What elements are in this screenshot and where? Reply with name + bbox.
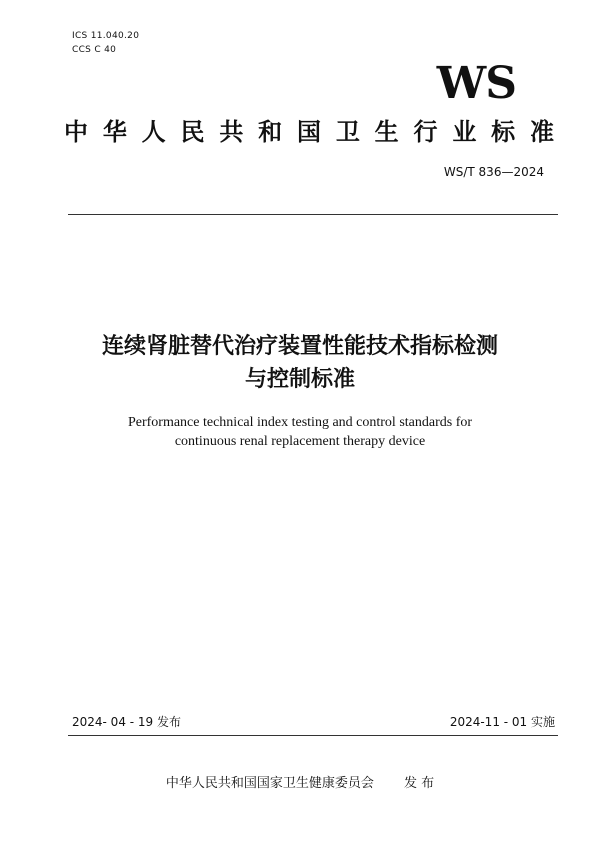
document-title-en xyxy=(40,413,560,451)
ics-code: ICS 11.040.20 xyxy=(72,31,140,41)
issuer-name: 中华人民共和国国家卫生健康委员会 xyxy=(165,776,374,791)
bottom-divider xyxy=(68,735,558,736)
document-title-en-line2: continuous renal replacement therapy device xyxy=(174,434,426,449)
document-title-en-line1: Performance technical index testing and control standards for xyxy=(127,415,473,430)
ws-logo: WS xyxy=(436,58,516,109)
standard-number: WS/T 836—2024 xyxy=(443,165,544,179)
document-title-zh-line2: 与控制标准 xyxy=(244,367,355,392)
issue-date: 2024- 04 - 19 发布 xyxy=(72,715,181,729)
document-title-zh-line1: 连续肾脏替代治疗装置性能技术指标检测 xyxy=(101,334,498,359)
ccs-code: CCS C 40 xyxy=(72,45,117,55)
publish-label: 发 布 xyxy=(403,776,435,791)
issuing-authority xyxy=(0,775,600,793)
top-divider xyxy=(68,214,558,215)
implementation-date: 2024-11 - 01 实施 xyxy=(449,715,555,729)
document-title-zh xyxy=(40,330,560,396)
standard-class-title: 中华人民共和国卫生行业标准 xyxy=(64,118,558,146)
